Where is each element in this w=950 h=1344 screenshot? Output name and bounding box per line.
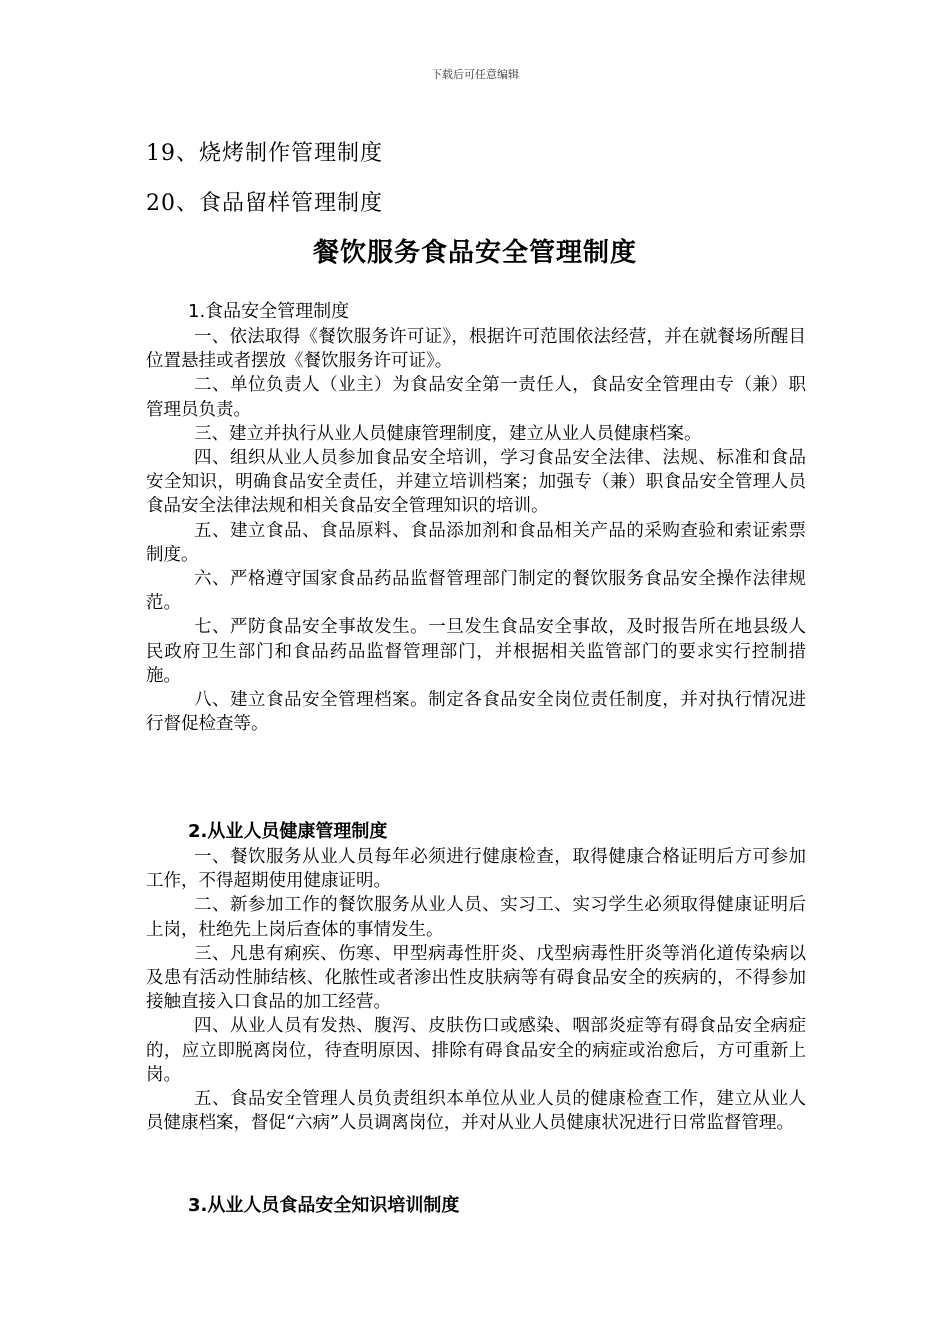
paragraph: 二、单位负责人（业主）为食品安全第一责任人，食品安全管理由专（兼）职管理员负责。 — [146, 375, 806, 420]
paragraph: 二、新参加工作的餐饮服务从业人员、实习工、实习学生必须取得健康证明后上岗，杜绝先上岗后查体的事情发生。 — [146, 895, 806, 940]
paragraph: 一、餐饮服务从业人员每年必须进行健康检查，取得健康合格证明后方可参加工作，不得超期使用健康证明。 — [146, 847, 806, 892]
paragraph: 三、凡患有痢疾、伤寒、甲型病毒性肝炎、戊型病毒性肝炎等消化道传染病以及患有活动性肺结核、化脓性或者渗出性皮肤病等有碍食品安全的疾病的，不得参加接触直接入口食品的加工经营。 — [146, 943, 806, 1013]
paragraph: 八、建立食品安全管理档案。制定各食品安全岗位责任制度，并对执行情况进行督促检查等。 — [146, 690, 806, 735]
paragraph: 四、组织从业人员参加食品安全培训，学习食品安全法律、法规、标准和食品安全知识，明确食品安全责任，并建立培训档案；加强专（兼）职食品安全管理人员食品安全法律法规和相关食品安全管理知识的培训。 — [146, 448, 806, 517]
paragraph: 五、建立食品、食品原料、食品添加剂和食品相关产品的采购查验和索证索票制度。 — [146, 520, 806, 565]
section-heading: 2.从业人员健康管理制度 — [188, 821, 388, 842]
section-heading: 3.从业人员食品安全知识培训制度 — [188, 1195, 460, 1216]
toc-item-20: 20、食品留样管理制度 — [146, 191, 383, 216]
section-staff-health-management — [146, 820, 806, 1135]
paragraph: 一、依法取得《餐饮服务许可证》，根据许可范围依法经营，并在就餐场所醒目位置悬挂或者摆放《餐饮服务许可证》。 — [146, 327, 806, 372]
document-title: 餐饮服务食品安全管理制度 — [312, 238, 637, 268]
page-header-note: 下载后可任意编辑 — [431, 68, 519, 81]
section-heading: 1.食品安全管理制度 — [188, 301, 350, 322]
paragraph: 三、建立并执行从业人员健康管理制度，建立从业人员健康档案。 — [194, 423, 702, 444]
section-staff-training — [146, 1194, 806, 1219]
paragraph: 六、严格遵守国家食品药品监督管理部门制定的餐饮服务食品安全操作法律规范。 — [146, 569, 806, 614]
toc-item-19: 19、烧烤制作管理制度 — [146, 141, 383, 166]
paragraph: 四、从业人员有发热、腹泻、皮肤伤口或感染、咽部炎症等有碍食品安全病症的，应立即脱离岗位，待查明原因、排除有碍食品安全的病症或治愈后，方可重新上岗。 — [146, 1016, 806, 1085]
paragraph: 五、食品安全管理人员负责组织本单位从业人员的健康检查工作，建立从业人员健康档案，督促“六病”人员调离岗位，并对从业人员健康状况进行日常监督管理。 — [146, 1089, 806, 1134]
paragraph: 七、严防食品安全事故发生。一旦发生食品安全事故，及时报告所在地县级人民政府卫生部门和食品药品监督管理部门，并根据相关监管部门的要求实行控制措施。 — [146, 617, 806, 686]
section-food-safety-management — [146, 300, 806, 736]
